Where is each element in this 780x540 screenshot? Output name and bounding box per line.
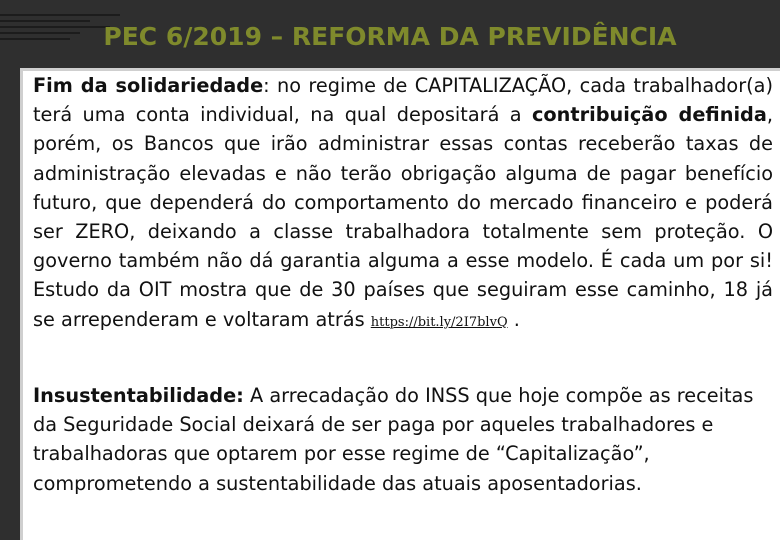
paragraph-text: A arrecadação do INSS que hoje compõe as receitas da Seguridade Social deixará de ser paga por aqueles trabalhadores e trabalhadoras que optarem por esse regime de “Capitalização”, comprometendo a sustentabilidade das atuais aposentadorias. bbox=[33, 384, 754, 495]
stripe bbox=[0, 14, 120, 16]
content-panel bbox=[20, 68, 780, 540]
bold-lead: Fim da solidariedade bbox=[33, 74, 264, 97]
bold-term: contribuição definida bbox=[532, 103, 767, 127]
source-link[interactable]: https://bit.ly/2I7blvQ bbox=[370, 314, 508, 330]
slide-title: PEC 6/2019 – REFORMA DA PREVIDÊNCIA bbox=[103, 22, 677, 51]
paragraph-solidariedade bbox=[33, 71, 773, 337]
paragraph-text: : no regime de CAPITALIZAÇÃO, cada trabalhador(a) terá uma conta individual, na qual depositará a bbox=[33, 74, 773, 127]
paragraph-insustentabilidade bbox=[33, 381, 773, 498]
paragraph-tail: . bbox=[507, 307, 520, 331]
bold-lead: Insustentabilidade: bbox=[33, 384, 244, 407]
paragraph-text: , porém, os Bancos que irão administrar essas contas receberão taxas de administração elevadas e não terão obrigação alguma de pagar benefício futuro, que dependerá do comportamento do mercado financeiro e poderá ser ZERO, deixando a classe trabalhadora totalmente sem proteção. O governo também não dá garantia alguma a esse modelo. É cada um por si! Estudo da OIT mostra que de 30 países que seguiram esse caminho, 18 já se arrependeram e voltaram atrás bbox=[33, 103, 774, 331]
